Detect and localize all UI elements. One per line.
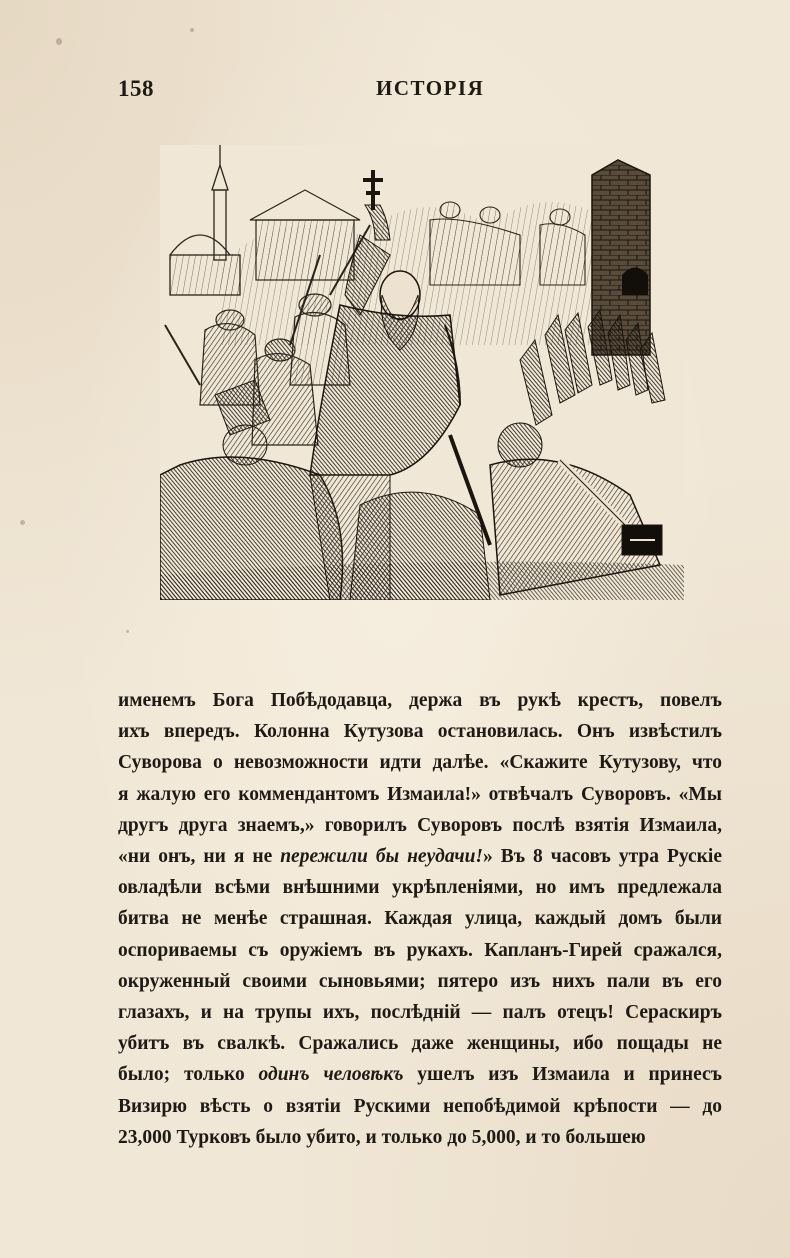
running-title: ИСТОРІЯ [376,76,485,100]
text-line: именемъ Бога Побѣдодавца, держа въ рукѣ крестъ, повелъ [118,690,722,711]
text-segment: ушелъ изъ Измаила и принесъ [403,1064,722,1086]
text-line: ихъ впередъ. Колонна Кутузова остановилась. Онъ извѣстилъ [118,721,722,743]
text-line-with-italic [118,841,722,872]
text-line: я жалую его коммендантомъ Измаила!» отвѣчалъ Суворовъ. «Мы [118,783,722,805]
text-line: убитъ въ свалкѣ. Сражались даже женщины, ибо пощады не [118,1033,722,1055]
italic-phrase: пережили бы неудачи! [280,846,483,868]
paper-spot [190,28,194,32]
text-line-with-italic [118,1059,722,1090]
text-line: Визирю вѣсть о взятіи Рускими непобѣдимой крѣпости — до [118,1095,722,1117]
italic-phrase: одинъ человѣкъ [258,1064,404,1086]
text-segment: было; только [118,1064,259,1086]
text-line: Суворова о невозможности идти далѣе. «Скажите Кутузову, что [118,752,722,774]
text-line: окруженный своими сыновьями; пятеро изъ нихъ пали въ его [118,970,722,992]
text-segment: » Въ 8 часовъ утра Рускіе [483,846,722,868]
page-header [0,76,790,106]
paper-spot [56,38,62,45]
text-line: глазахъ, и на трупы ихъ, послѣдній — палъ отецъ! Сераскиръ [118,1002,722,1024]
body-text [118,685,722,1153]
text-line: 23,000 Турковъ было убито, и только до 5,000, и то большею [118,1126,646,1148]
text-segment: «ни онъ, ни я не [118,846,281,868]
text-line: другъ друга знаемъ,» говорилъ Суворовъ послѣ взятія Измаила, [118,814,722,836]
engraving-illustration [160,145,684,600]
text-line: овладѣли всѣми внѣшними укрѣпленіями, но имъ предлежала [118,877,722,899]
paper-spot [20,520,25,525]
paper-spot [126,630,129,633]
text-line: битва не менѣе страшная. Каждая улица, каждый домъ были [118,908,722,930]
page-number: 158 [118,76,154,101]
text-line: оспориваемы съ оружіемъ въ рукахъ. Капланъ-Гирей сражался, [118,939,722,961]
